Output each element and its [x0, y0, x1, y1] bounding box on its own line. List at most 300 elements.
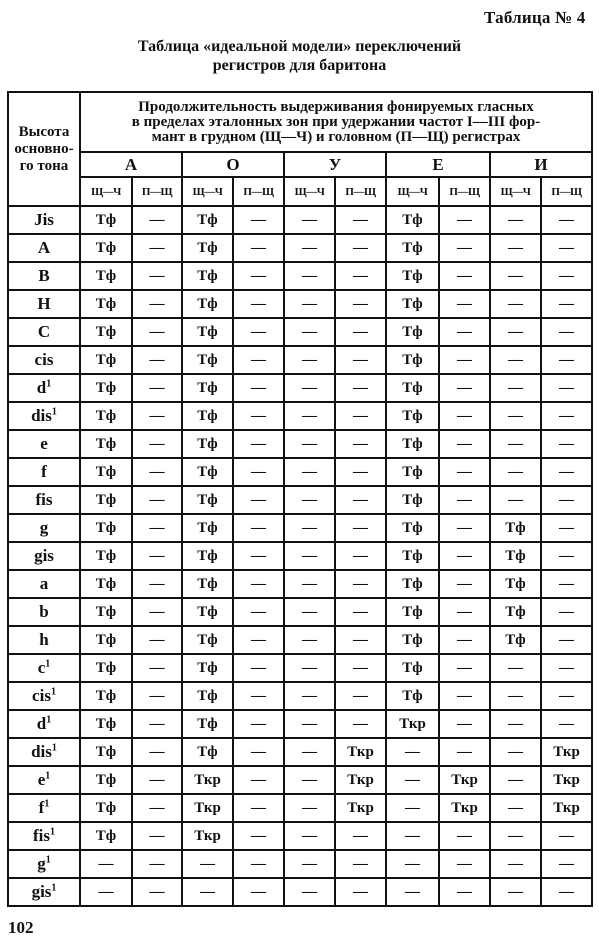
tone-cell — [8, 626, 80, 654]
duration-cell: — — [335, 570, 386, 598]
duration-cell: — — [284, 794, 335, 822]
duration-cell: — — [386, 738, 439, 766]
table-row — [8, 654, 592, 682]
duration-cell: — — [132, 206, 182, 234]
duration-cell: Тф — [80, 570, 132, 598]
table-row — [8, 570, 592, 598]
tone-cell — [8, 430, 80, 458]
duration-cell: — — [490, 710, 541, 738]
duration-cell: — — [541, 262, 592, 290]
duration-header-line-1: Продолжительность выдерживания фонируемых гласных — [138, 98, 534, 115]
duration-cell: — — [439, 710, 490, 738]
duration-cell: — — [335, 542, 386, 570]
duration-cell: Тф — [386, 626, 439, 654]
register-header: Щ—Ч — [182, 177, 233, 206]
tone-cell — [8, 374, 80, 402]
duration-cell: Ткр — [439, 794, 490, 822]
tone-name: Jis — [34, 210, 54, 229]
duration-cell: — — [439, 542, 490, 570]
duration-cell: Тф — [80, 682, 132, 710]
table-number: Таблица № 4 — [484, 8, 586, 27]
duration-header — [80, 92, 592, 152]
duration-cell: Тф — [182, 710, 233, 738]
table-row — [8, 794, 592, 822]
duration-cell: Тф — [80, 318, 132, 346]
duration-cell: — — [284, 822, 335, 850]
duration-cell: — — [490, 234, 541, 262]
duration-cell: — — [233, 206, 284, 234]
tone-name: H — [37, 294, 51, 313]
duration-cell: — — [335, 318, 386, 346]
duration-cell: Тф — [182, 430, 233, 458]
tone-name: C — [37, 322, 51, 341]
title-line-1: Таблица «идеальной модели» переключений — [137, 38, 462, 55]
tone-name: cis — [32, 686, 51, 705]
duration-cell: — — [386, 766, 439, 794]
tone-name: g — [39, 518, 49, 537]
duration-cell: — — [541, 850, 592, 878]
duration-cell: Тф — [182, 654, 233, 682]
duration-cell: — — [541, 430, 592, 458]
tone-cell — [8, 346, 80, 374]
duration-cell: Тф — [80, 626, 132, 654]
duration-cell: — — [335, 458, 386, 486]
duration-cell: Тф — [490, 626, 541, 654]
tone-name: dis — [31, 742, 52, 761]
tone-cell — [8, 878, 80, 906]
duration-cell: Тф — [386, 654, 439, 682]
duration-cell: — — [490, 822, 541, 850]
duration-cell: Тф — [490, 514, 541, 542]
duration-cell: — — [541, 290, 592, 318]
register-header: Щ—Ч — [80, 177, 132, 206]
duration-cell: — — [284, 710, 335, 738]
register-header: П—Щ — [439, 177, 490, 206]
duration-cell: — — [335, 374, 386, 402]
tone-octave-index: 1 — [45, 658, 51, 670]
tone-cell — [8, 654, 80, 682]
duration-cell: — — [132, 486, 182, 514]
duration-cell: — — [541, 346, 592, 374]
tone-octave-index: 1 — [46, 714, 52, 726]
duration-cell: — — [284, 374, 335, 402]
duration-cell: Тф — [182, 318, 233, 346]
register-header: П—Щ — [335, 177, 386, 206]
page-number: 102 — [8, 918, 34, 937]
duration-cell: — — [386, 822, 439, 850]
table-row — [8, 738, 592, 766]
duration-cell: — — [490, 766, 541, 794]
duration-cell: — — [132, 682, 182, 710]
table-title — [0, 37, 599, 75]
duration-cell: Тф — [386, 598, 439, 626]
duration-cell: Тф — [490, 542, 541, 570]
table-row — [8, 346, 592, 374]
duration-cell: — — [233, 458, 284, 486]
duration-cell: — — [335, 234, 386, 262]
tone-cell — [8, 850, 80, 878]
duration-cell: — — [335, 850, 386, 878]
duration-cell: — — [541, 822, 592, 850]
duration-cell: — — [233, 654, 284, 682]
duration-cell: — — [439, 822, 490, 850]
duration-cell: Тф — [386, 346, 439, 374]
duration-cell: — — [233, 346, 284, 374]
duration-cell: Тф — [182, 346, 233, 374]
table-row — [8, 402, 592, 430]
duration-cell: Тф — [80, 458, 132, 486]
duration-cell: — — [335, 822, 386, 850]
duration-cell: — — [439, 598, 490, 626]
duration-cell: Тф — [182, 234, 233, 262]
duration-cell: — — [233, 710, 284, 738]
table-row — [8, 598, 592, 626]
duration-cell: — — [284, 682, 335, 710]
duration-cell: — — [490, 738, 541, 766]
tone-cell — [8, 206, 80, 234]
duration-cell: Тф — [182, 486, 233, 514]
duration-cell: Тф — [182, 542, 233, 570]
table-row — [8, 850, 592, 878]
duration-cell: — — [284, 654, 335, 682]
duration-cell: — — [541, 710, 592, 738]
duration-cell: — — [233, 570, 284, 598]
duration-cell: — — [439, 486, 490, 514]
duration-cell: — — [284, 850, 335, 878]
duration-cell: Тф — [80, 654, 132, 682]
tone-height-header-line-3: го тона — [19, 157, 69, 174]
duration-cell: — — [132, 262, 182, 290]
tone-octave-index: 1 — [45, 854, 51, 866]
duration-cell: — — [490, 430, 541, 458]
register-header: Щ—Ч — [386, 177, 439, 206]
vowel-header-u: У — [284, 152, 386, 177]
duration-cell: — — [132, 542, 182, 570]
table-row — [8, 486, 592, 514]
duration-cell: — — [233, 682, 284, 710]
duration-cell: — — [541, 486, 592, 514]
table-row — [8, 514, 592, 542]
duration-cell: — — [335, 598, 386, 626]
tone-name: dis — [31, 406, 52, 425]
tone-cell — [8, 570, 80, 598]
duration-cell: — — [233, 486, 284, 514]
duration-cell: Тф — [80, 514, 132, 542]
tone-octave-index: 1 — [51, 406, 57, 418]
duration-cell: — — [490, 654, 541, 682]
duration-cell: Ткр — [541, 794, 592, 822]
duration-cell: — — [439, 738, 490, 766]
tone-cell — [8, 486, 80, 514]
duration-cell: — — [541, 206, 592, 234]
duration-cell: Тф — [386, 570, 439, 598]
duration-cell: — — [490, 290, 541, 318]
tone-name: f — [38, 798, 45, 817]
duration-cell: Тф — [182, 206, 233, 234]
tone-cell — [8, 458, 80, 486]
duration-cell: — — [284, 346, 335, 374]
duration-cell: — — [132, 374, 182, 402]
tone-height-header — [8, 92, 80, 206]
duration-cell: Тф — [386, 290, 439, 318]
duration-cell: Тф — [80, 710, 132, 738]
tone-cell — [8, 262, 80, 290]
duration-cell: — — [490, 850, 541, 878]
duration-cell: Тф — [182, 262, 233, 290]
vowel-header-a: А — [80, 152, 182, 177]
duration-cell: — — [132, 626, 182, 654]
table-row — [8, 626, 592, 654]
duration-cell: — — [541, 654, 592, 682]
duration-cell: — — [490, 374, 541, 402]
duration-cell: — — [335, 710, 386, 738]
title-line-2: регистров для баритона — [212, 57, 387, 74]
duration-cell: — — [439, 458, 490, 486]
tone-cell — [8, 822, 80, 850]
table-row — [8, 318, 592, 346]
duration-cell: — — [284, 458, 335, 486]
duration-cell: — — [284, 542, 335, 570]
table-row — [8, 766, 592, 794]
duration-cell: Тф — [80, 738, 132, 766]
duration-cell: Ткр — [182, 794, 233, 822]
tone-name: gis — [31, 882, 52, 901]
duration-cell: — — [132, 654, 182, 682]
duration-cell: Тф — [182, 402, 233, 430]
duration-cell: Тф — [386, 318, 439, 346]
duration-cell: Ткр — [335, 794, 386, 822]
tone-name: f — [41, 462, 47, 481]
duration-cell: Тф — [182, 458, 233, 486]
duration-cell: — — [439, 654, 490, 682]
table-row — [8, 262, 592, 290]
duration-cell: Тф — [80, 430, 132, 458]
tone-cell — [8, 682, 80, 710]
table-row — [8, 234, 592, 262]
tone-name: fis — [33, 826, 50, 845]
duration-cell: — — [233, 262, 284, 290]
tone-name: B — [38, 266, 50, 285]
duration-cell: — — [233, 318, 284, 346]
tone-octave-index: 1 — [45, 770, 51, 782]
tone-name: c — [37, 658, 46, 677]
duration-cell: Тф — [386, 542, 439, 570]
duration-cell: — — [541, 318, 592, 346]
duration-cell: — — [132, 766, 182, 794]
duration-cell: — — [132, 234, 182, 262]
duration-cell: Ткр — [335, 766, 386, 794]
duration-cell: — — [335, 346, 386, 374]
duration-cell: — — [182, 878, 233, 906]
duration-cell: Тф — [386, 402, 439, 430]
duration-cell: Ткр — [182, 766, 233, 794]
duration-cell: — — [386, 794, 439, 822]
duration-cell: Тф — [386, 430, 439, 458]
duration-cell: — — [284, 262, 335, 290]
tone-octave-index: 1 — [44, 798, 50, 810]
duration-cell: Тф — [80, 822, 132, 850]
duration-cell: Тф — [182, 570, 233, 598]
tone-cell — [8, 766, 80, 794]
duration-cell: Тф — [80, 598, 132, 626]
duration-cell: Тф — [80, 402, 132, 430]
duration-cell: Ткр — [439, 766, 490, 794]
duration-cell: — — [233, 402, 284, 430]
duration-cell: Тф — [80, 346, 132, 374]
duration-cell: — — [284, 430, 335, 458]
duration-cell: — — [439, 878, 490, 906]
duration-cell: — — [284, 206, 335, 234]
duration-cell: Тф — [182, 682, 233, 710]
duration-cell: — — [541, 234, 592, 262]
duration-cell: — — [233, 430, 284, 458]
duration-cell: — — [541, 570, 592, 598]
duration-cell: — — [132, 514, 182, 542]
duration-cell: — — [132, 850, 182, 878]
duration-cell: — — [490, 458, 541, 486]
duration-cell: — — [284, 402, 335, 430]
duration-cell: — — [335, 430, 386, 458]
tone-height-header-line-1: Высота — [18, 123, 70, 140]
tone-cell — [8, 598, 80, 626]
duration-cell: Ткр — [182, 822, 233, 850]
duration-cell: — — [541, 626, 592, 654]
tone-cell — [8, 794, 80, 822]
tone-name: h — [39, 630, 49, 649]
tone-name: d — [36, 714, 47, 733]
duration-cell: — — [335, 206, 386, 234]
duration-cell: Тф — [80, 794, 132, 822]
duration-cell: Тф — [182, 290, 233, 318]
register-header: П—Щ — [233, 177, 284, 206]
duration-cell: — — [386, 850, 439, 878]
duration-cell: — — [490, 486, 541, 514]
duration-cell: — — [80, 878, 132, 906]
duration-cell: — — [386, 878, 439, 906]
table-body — [8, 206, 592, 906]
duration-cell: — — [335, 262, 386, 290]
duration-cell: — — [233, 542, 284, 570]
duration-cell: — — [132, 430, 182, 458]
duration-cell: Тф — [386, 514, 439, 542]
duration-cell: — — [490, 682, 541, 710]
duration-cell: Тф — [80, 206, 132, 234]
duration-cell: — — [233, 850, 284, 878]
duration-cell: Тф — [386, 682, 439, 710]
duration-cell: — — [233, 598, 284, 626]
duration-cell: — — [132, 794, 182, 822]
duration-cell: Тф — [386, 458, 439, 486]
duration-cell: — — [132, 346, 182, 374]
tone-cell — [8, 542, 80, 570]
duration-cell: — — [335, 486, 386, 514]
duration-cell: Тф — [182, 514, 233, 542]
tone-cell — [8, 402, 80, 430]
register-header: Щ—Ч — [490, 177, 541, 206]
duration-cell: Тф — [386, 234, 439, 262]
duration-cell: Ткр — [335, 738, 386, 766]
duration-cell: — — [132, 598, 182, 626]
duration-cell: — — [490, 402, 541, 430]
duration-cell: — — [439, 570, 490, 598]
duration-cell: — — [233, 234, 284, 262]
table-row — [8, 458, 592, 486]
table-row — [8, 542, 592, 570]
tone-octave-index: 1 — [51, 882, 57, 894]
duration-cell: — — [335, 878, 386, 906]
duration-cell: — — [284, 514, 335, 542]
tone-cell — [8, 234, 80, 262]
duration-cell: — — [284, 878, 335, 906]
tone-name: e — [37, 770, 46, 789]
duration-cell: Тф — [182, 738, 233, 766]
duration-cell: — — [490, 206, 541, 234]
duration-cell: — — [541, 514, 592, 542]
duration-cell: — — [490, 878, 541, 906]
duration-cell: — — [541, 878, 592, 906]
duration-cell: Тф — [386, 486, 439, 514]
duration-cell: — — [284, 766, 335, 794]
duration-cell: Тф — [182, 374, 233, 402]
tone-cell — [8, 514, 80, 542]
duration-cell: Тф — [386, 374, 439, 402]
duration-cell: — — [541, 542, 592, 570]
duration-cell: Тф — [80, 542, 132, 570]
tone-cell — [8, 738, 80, 766]
duration-cell: Тф — [80, 374, 132, 402]
duration-cell: — — [439, 234, 490, 262]
duration-cell: — — [541, 458, 592, 486]
tone-height-header-line-2: основно- — [14, 140, 74, 157]
duration-cell: — — [182, 850, 233, 878]
duration-cell: — — [490, 262, 541, 290]
duration-cell: — — [439, 430, 490, 458]
register-switch-table — [7, 91, 593, 907]
register-header: Щ—Ч — [284, 177, 335, 206]
duration-cell: — — [233, 626, 284, 654]
tone-name: gis — [34, 546, 54, 565]
duration-cell: — — [541, 374, 592, 402]
duration-cell: — — [439, 318, 490, 346]
duration-cell: — — [284, 486, 335, 514]
duration-cell: — — [439, 402, 490, 430]
duration-cell: — — [439, 626, 490, 654]
duration-cell: Тф — [80, 290, 132, 318]
duration-cell: — — [233, 514, 284, 542]
duration-cell: — — [490, 794, 541, 822]
duration-cell: — — [439, 514, 490, 542]
duration-cell: Тф — [490, 570, 541, 598]
duration-cell: Тф — [182, 626, 233, 654]
duration-cell: — — [439, 206, 490, 234]
duration-cell: — — [439, 290, 490, 318]
duration-cell: — — [132, 570, 182, 598]
table-row — [8, 878, 592, 906]
duration-cell: — — [80, 850, 132, 878]
duration-cell: — — [233, 738, 284, 766]
duration-cell: — — [132, 290, 182, 318]
duration-cell: — — [284, 234, 335, 262]
duration-cell: — — [132, 878, 182, 906]
duration-cell: — — [335, 514, 386, 542]
tone-name: A — [37, 238, 51, 257]
tone-name: e — [40, 434, 48, 453]
vowel-header-o: О — [182, 152, 284, 177]
duration-cell: — — [439, 850, 490, 878]
table-row — [8, 430, 592, 458]
tone-name: b — [39, 602, 49, 621]
tone-cell — [8, 318, 80, 346]
